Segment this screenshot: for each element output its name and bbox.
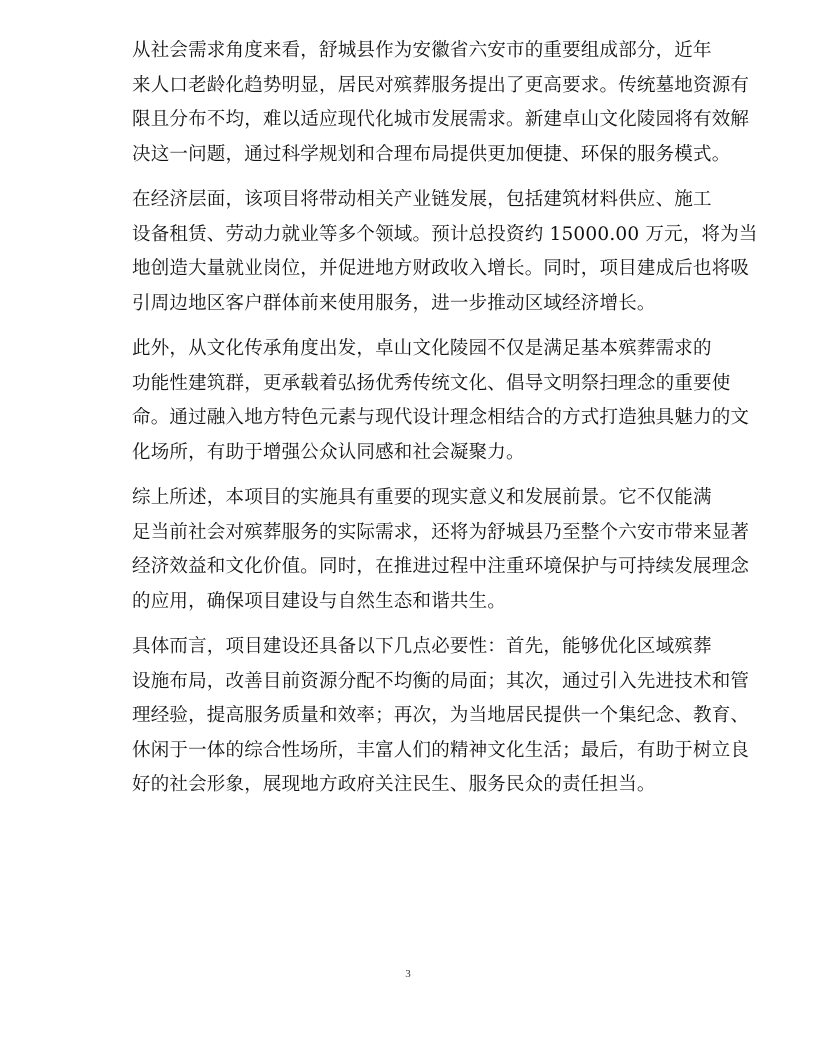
paragraph-social-demand [95,34,750,172]
paragraph-line: 功能性建筑群，更承载着弘扬优秀传统文化、倡导文明祭扫理念的重要使 [132,372,731,394]
paragraph-line: 足当前社会对殡葬服务的实际需求，还将为舒城县乃至整个六安市带来显著 [132,521,750,543]
paragraph-line: 具体而言，项目建设还具备以下几点必要性：首先，能够优化区域殡葬 [132,636,712,657]
paragraph-economic-impact [95,183,758,321]
paragraph-line: 设施布局，改善目前资源分配不均衡的局面；其次，通过引入先进技术和管 [132,670,750,692]
paragraph-line: 经济效益和文化价值。同时，在推进过程中注重环境保护与可持续发展理念 [132,556,750,577]
paragraph-line: 地创造大量就业岗位，并促进地方财政收入增长。同时，项目建成后也将吸 [132,258,750,279]
paragraph-line: 限且分布不均，难以适应现代化城市发展需求。新建卓山文化陵园将有效解 [132,109,750,130]
paragraph-cultural-heritage [95,332,750,470]
paragraph-line: 在经济层面，该项目将带动相关产业链发展，包括建筑材料供应、施工 [132,189,712,210]
page-number: 3 [405,968,411,980]
paragraph-line: 从社会需求角度来看，舒城县作为安徽省六安市的重要组成部分，近年 [132,40,712,61]
paragraph-line: 的应用，确保项目建设与自然生态和谐共生。 [132,590,507,612]
paragraph-line: 休闲于一体的综合性场所，丰富人们的精神文化生活；最后，有助于树立良 [132,739,750,761]
paragraph-line: 设备租赁、劳动力就业等多个领域。预计总投资约 15000.00 万元，将为当 [132,223,758,245]
paragraph-line: 命。通过融入地方特色元素与现代设计理念相结合的方式打造独具魅力的文 [132,407,750,428]
paragraph-line: 此外，从文化传承角度出发，卓山文化陵园不仅是满足基本殡葬需求的 [132,338,712,359]
paragraph-line: 来人口老龄化趋势明显，居民对殡葬服务提出了更高要求。传统墓地资源有 [132,74,750,96]
document-page [95,34,758,814]
paragraph-summary [95,481,750,619]
paragraph-line: 理经验，提高服务质量和效率；再次，为当地居民提供一个集纪念、教育、 [132,705,750,726]
paragraph-line: 综上所述，本项目的实施具有重要的现实意义和发展前景。它不仅能满 [132,487,712,508]
paragraph-line: 引周边地区客户群体前来使用服务，进一步推动区域经济增长。 [132,292,656,314]
paragraph-line: 化场所，有助于增强公众认同感和社会凝聚力。 [132,441,525,463]
paragraph-necessity [95,630,750,803]
paragraph-line: 决这一问题，通过科学规划和合理布局提供更加便捷、环保的服务模式。 [132,143,731,165]
paragraph-line: 好的社会形象，展现地方政府关注民生、服务民众的责任担当。 [132,774,656,795]
